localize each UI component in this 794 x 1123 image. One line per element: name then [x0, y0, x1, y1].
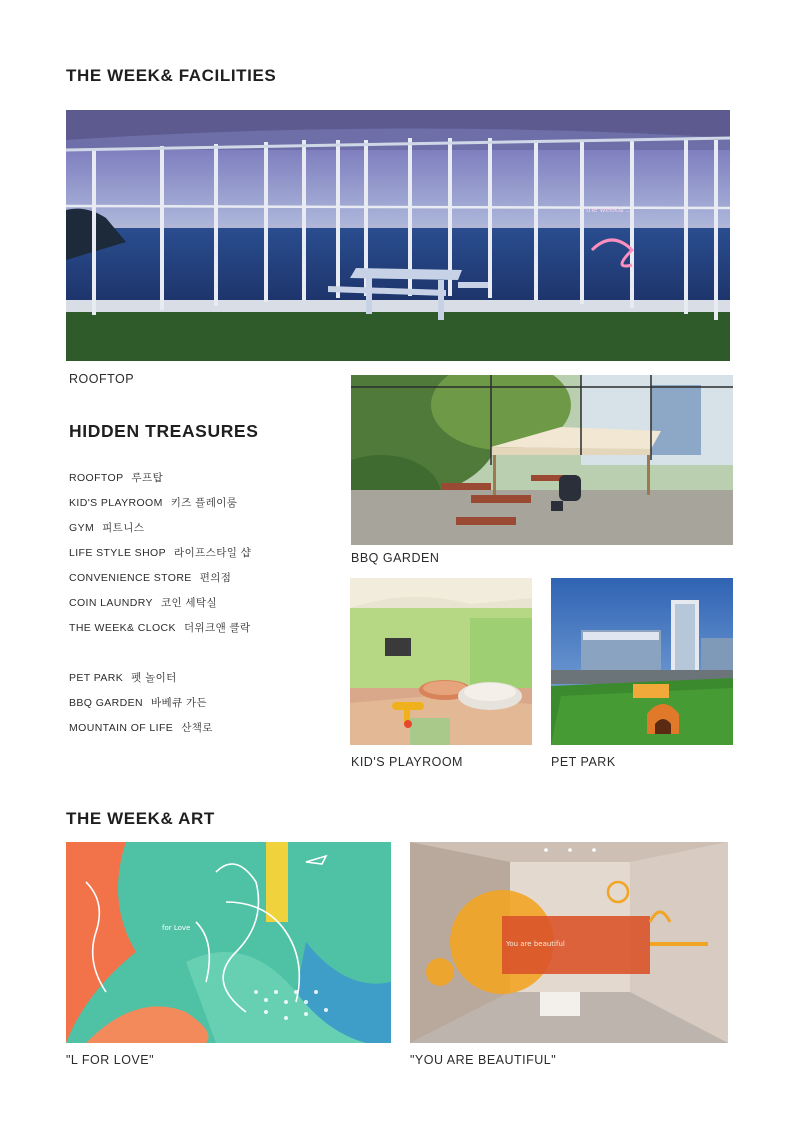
list-spacer: [69, 645, 339, 670]
you-are-beautiful-caption: "YOU ARE BEAUTIFUL": [410, 1053, 557, 1067]
list-item-en: GYM: [69, 522, 95, 534]
rooftop-caption: ROOFTOP: [69, 372, 135, 386]
list-item-en: BBQ GARDEN: [69, 697, 144, 709]
list-item-en: CONVENIENCE STORE: [69, 572, 192, 584]
list-item-ko: 편의점: [199, 572, 232, 584]
l-for-love-artwork: [66, 842, 391, 1043]
bbq-garden-photo: [351, 375, 733, 545]
rooftop-photo: [66, 110, 730, 361]
facilities-title: THE WEEK& FACILITIES: [66, 66, 277, 85]
you-are-beautiful-text: You are beautiful: [506, 940, 565, 948]
you-are-beautiful-artwork: [410, 842, 728, 1043]
list-item-ko: 라이프스타일 샵: [174, 547, 252, 559]
list-item-ko: 더위크앤 클락: [183, 622, 251, 634]
l-for-love-caption: "L FOR LOVE": [66, 1053, 155, 1067]
pet-park-caption: PET PARK: [551, 755, 616, 769]
bbq-garden-caption: BBQ GARDEN: [351, 551, 440, 565]
list-item-en: PET PARK: [69, 672, 124, 684]
list-item-ko: 루프탑: [131, 472, 164, 484]
rooftop-sign: the week& ...: [586, 206, 633, 214]
list-item: [69, 595, 339, 620]
kids-playroom-photo: [350, 578, 532, 745]
list-item: [69, 620, 339, 645]
list-item-ko: 산책로: [181, 722, 213, 734]
list-item: [69, 670, 339, 695]
list-item: [69, 720, 339, 745]
list-item-ko: 코인 세탁실: [160, 597, 218, 609]
list-item-ko: 바베큐 가든: [151, 697, 208, 709]
list-item-ko: 키즈 플레이룸: [170, 497, 238, 509]
list-item-en: KID'S PLAYROOM: [69, 497, 163, 509]
facility-list: [69, 470, 339, 745]
list-item: [69, 495, 339, 520]
l-for-love-text: for Love: [162, 924, 191, 932]
list-item-en: LIFE STYLE SHOP: [69, 547, 167, 559]
list-item-en: MOUNTAIN OF LIFE: [69, 722, 174, 734]
list-item-en: COIN LAUNDRY: [69, 597, 153, 609]
list-item: [69, 520, 339, 545]
art-title: THE WEEK& ART: [66, 809, 215, 828]
list-item: [69, 545, 339, 570]
pet-park-photo: [551, 578, 733, 745]
list-item-ko: 피트니스: [102, 522, 145, 534]
kids-playroom-caption: KID'S PLAYROOM: [351, 755, 463, 769]
list-item-en: THE WEEK& CLOCK: [69, 622, 176, 634]
list-item-ko: 펫 놀이터: [131, 672, 177, 684]
list-item-en: ROOFTOP: [69, 472, 124, 484]
list-item: [69, 470, 339, 495]
list-item: [69, 570, 339, 595]
hidden-treasures-title: HIDDEN TREASURES: [69, 421, 259, 441]
list-item: [69, 695, 339, 720]
